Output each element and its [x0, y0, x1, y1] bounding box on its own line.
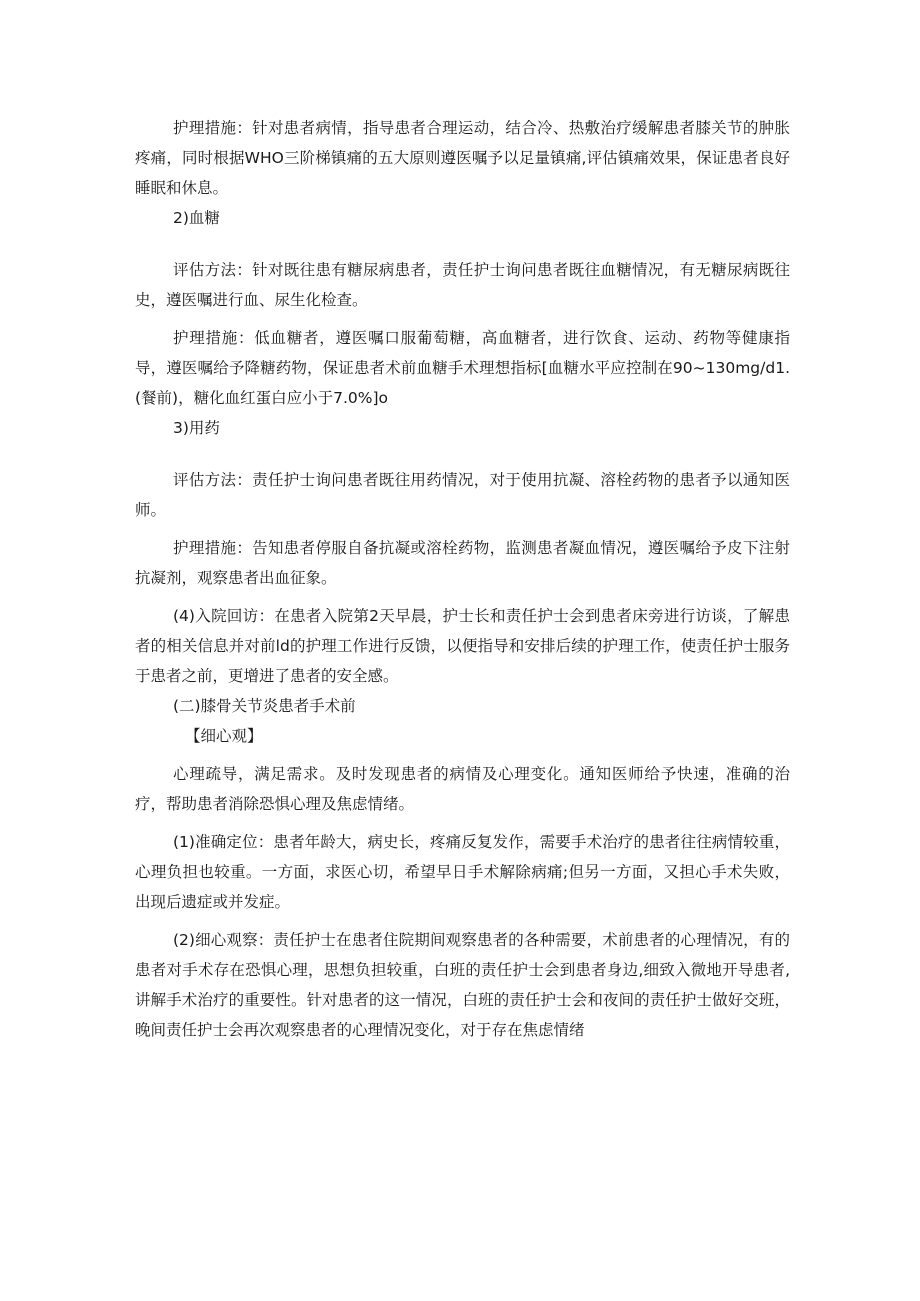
section-title-preoperative: (二)膝骨关节炎患者手术前: [173, 697, 356, 715]
paragraph-medication-nursing: 护理措施：告知患者停服自备抗凝或溶栓药物，监测患者凝血情况，遵医嘱给予皮下注射抗凝剂，观察患者出血征象。: [135, 539, 790, 587]
paragraph-careful-observation: (2)细心观察：责任护士在患者住院期间观察患者的各种需要，术前患者的心理情况，有的患者对手术存在恐惧心理，思想负担较重，白班的责任护士会到患者身边,细致入微地开导患者,讲解手术治疗的重要性。针对患者的这一情况，白班的责任护士会和夜间的责任护士做好交班，晚间责任护士会再次观察患者的心理情况变化，对于存在焦虑情绪: [135, 931, 790, 1039]
paragraph-admission-followup: (4)入院回访：在患者入院第2天早晨，护士长和责任护士会到患者床旁进行访谈，了解患者的相关信息并对前ld的护理工作进行反馈，以便指导和安排后续的护理工作，使责任护士服务于患者之前，更增进了患者的安全感。: [135, 607, 790, 685]
paragraph-blood-sugar-nursing: 护理措施：低血糖者，遵医嘱口服葡萄糖，高血糖者，进行饮食、运动、药物等健康指导，遵医嘱给予降糖药物，保证患者术前血糖手术理想指标[血糖水平应控制在90~130mg∕d1.(餐前)，糖化血红蛋白应小于7.0%]o: [135, 329, 790, 407]
paragraph-psychological-counseling: 心理疏导，满足需求。及时发现患者的病情及心理变化。通知医师给予快速，准确的治疗，帮助患者消除恐惧心理及焦虑情绪。: [135, 765, 790, 813]
paragraph-accurate-positioning: (1)准确定位：患者年龄大，病史长，疼痛反复发作，需要手术治疗的患者往往病情较重，心理负担也较重。一方面，求医心切，希望早日手术解除病痛;但另一方面，又担心手术失败，出现后遗症或并发症。: [135, 833, 790, 911]
subsection-title-careful-observation: 【细心观】: [185, 727, 263, 745]
heading-blood-sugar: 2)血糖: [173, 209, 220, 227]
paragraph-medication-assessment: 评估方法：责任护士询问患者既往用药情况，对于使用抗凝、溶栓药物的患者予以通知医师。: [135, 471, 790, 519]
paragraph-pain-nursing: 护理措施：针对患者病情，指导患者合理运动，结合冷、热敷治疗缓解患者膝关节的肿胀疼痛，同时根据WHO三阶梯镇痛的五大原则遵医嘱予以足量镇痛,评估镇痛效果，保证患者良好睡眠和休息。: [135, 119, 790, 197]
paragraph-blood-sugar-assessment: 评估方法：针对既往患有糖尿病患者，责任护士询问患者既往血糖情况，有无糖尿病既往史，遵医嘱进行血、尿生化检查。: [135, 261, 790, 309]
heading-medication: 3)用药: [173, 419, 220, 437]
document-body: [135, 113, 790, 1045]
